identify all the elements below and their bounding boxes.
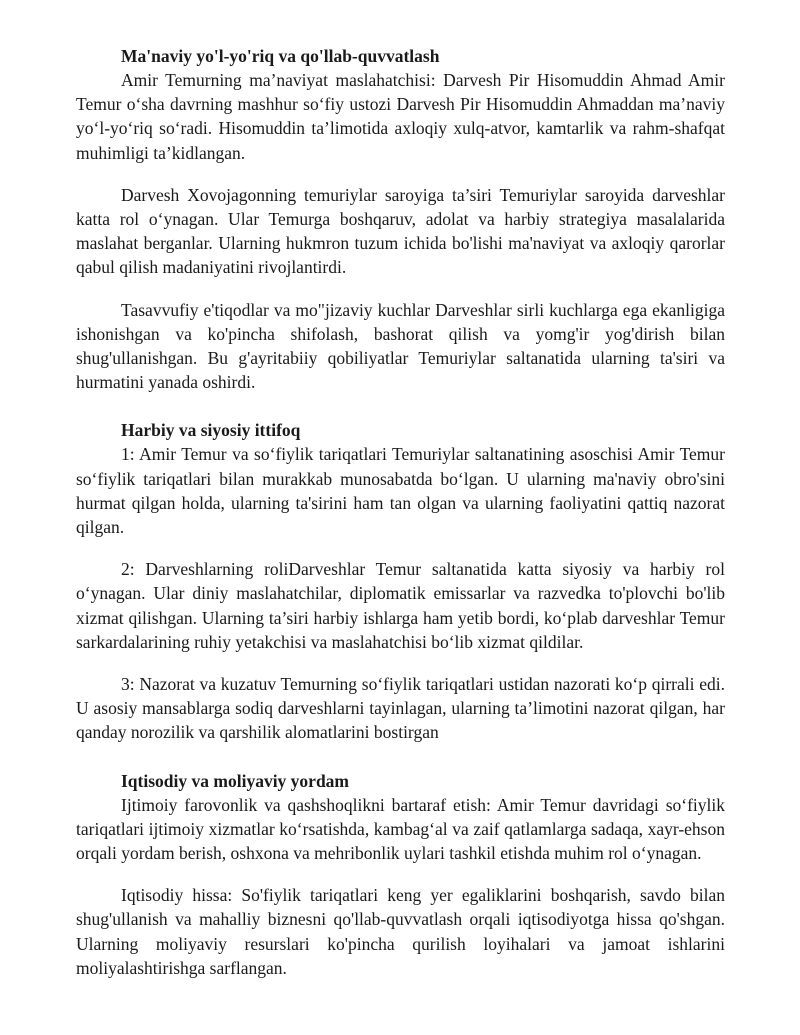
paragraph: Iqtisodiy hissa: So'fiylik tariqatlari keng yer egaliklarini boshqarish, savdo bilan shug'ullanish va mahalliy biznesni qo'llab-quvvatlash orqali iqtisodiyotga hissa qo'shgan. Ularning moliyaviy resurslari ko'pincha qurilish loyihalari va jamoat ishlarini moliyalashtirishga sarflangan.: [76, 885, 725, 978]
paragraph: Tasavvufiy e'tiqodlar va mo"jizaviy kuchlar Darveshlar sirli kuchlarga ega ekanligiga ishonishgan va ko'pincha shifolash, bashorat qilish va yomg'ir yog'dirish bilan shug'ullanishgan. Bu g'ayritabiiy qobiliyatlar Temuriylar saltanatida ularning ta'siri va hurmatini yanada oshirdi.: [76, 299, 725, 393]
paragraph: 2: Darveshlarning roliDarveshlar Temur saltanatida katta siyosiy va harbiy rol o‘ynagan. Ular diniy maslahatchilar, diplomatik emissarlar va razvedka to'plovchi bo'lib xizmat qilishgan. Ularning ta’siri harbiy ishlarga ham yetib bordi, ko‘plab darveshlar Temur sarkardalarining ruhiy yetakchisi va maslahatchisi bo‘lib xizmat qildilar.: [76, 559, 725, 652]
paragraph: Amir Temurning ma’naviyat maslahatchisi: Darvesh Pir Hisomuddin Ahmad Amir Temur o‘sha davrning mashhur so‘fiy ustozi Darvesh Pir Hisomuddin Ahmaddan ma’naviy yo‘l-yo‘riq so‘radi. Hisomuddin ta’limotida axloqiy xulq-atvor, kamtarlik va rahm-shafqat muhimligi ta’kidlangan.: [76, 70, 725, 163]
section-heading: Ma'naviy yo'l-yo'riq va qo'llab-quvvatlash: [121, 46, 440, 66]
section-heading: Harbiy va siyosiy ittifoq: [121, 420, 301, 441]
paragraph: Darvesh Xovojagonning temuriylar saroyiga ta’siri Temuriylar saroyida darveshlar katta rol o‘ynagan. Ular Temurga boshqaruv, adolat va harbiy strategiya masalalarida maslahat berganlar. Ularning hukmron tuzum ichida bo'lishi ma'naviyat va axloqiy qarorlar qabul qilish madaniyatini rivojlantirdi.: [76, 184, 725, 278]
paragraph: 3: Nazorat va kuzatuv Temurning so‘fiylik tariqatlari ustidan nazorati ko‘p qirrali edi. U asosiy mansablarga sodiq darveshlarni tayinlagan, ularning ta’limotini nazorat qilgan, har qanday norozilik va qarshilik alomatlarini bostirgan: [76, 674, 725, 743]
section-heading: Iqtisodiy va moliyaviy yordam: [121, 770, 350, 791]
paragraph: Ijtimoiy farovonlik va qashshoqlikni bartaraf etish: Amir Temur davridagi so‘fiylik tariqatlari ijtimoiy xizmatlar ko‘rsatishda, kambag‘al va zaif qatlamlarga sadaqa, xayr-ehson orqali yordam berish, oshxona va mehribonlik uylari tashkil etishda muhim rol o‘ynagan.: [76, 794, 725, 864]
section-spiritual-guidance: [76, 44, 725, 394]
section-economic-support: [76, 769, 725, 980]
section-military-political: [76, 418, 725, 744]
paragraph: 1: Amir Temur va so‘fiylik tariqatlari Temuriylar saltanatining asoschisi Amir Temur so‘fiylik tariqatlari bilan murakkab munosabatda bo‘lgan. U ularning ma'naviy obro'sini hurmat qilgan holda, ularning ta'sirini ham tan olgan va ularning faoliyatini qattiq nazorat qilgan.: [76, 444, 725, 538]
